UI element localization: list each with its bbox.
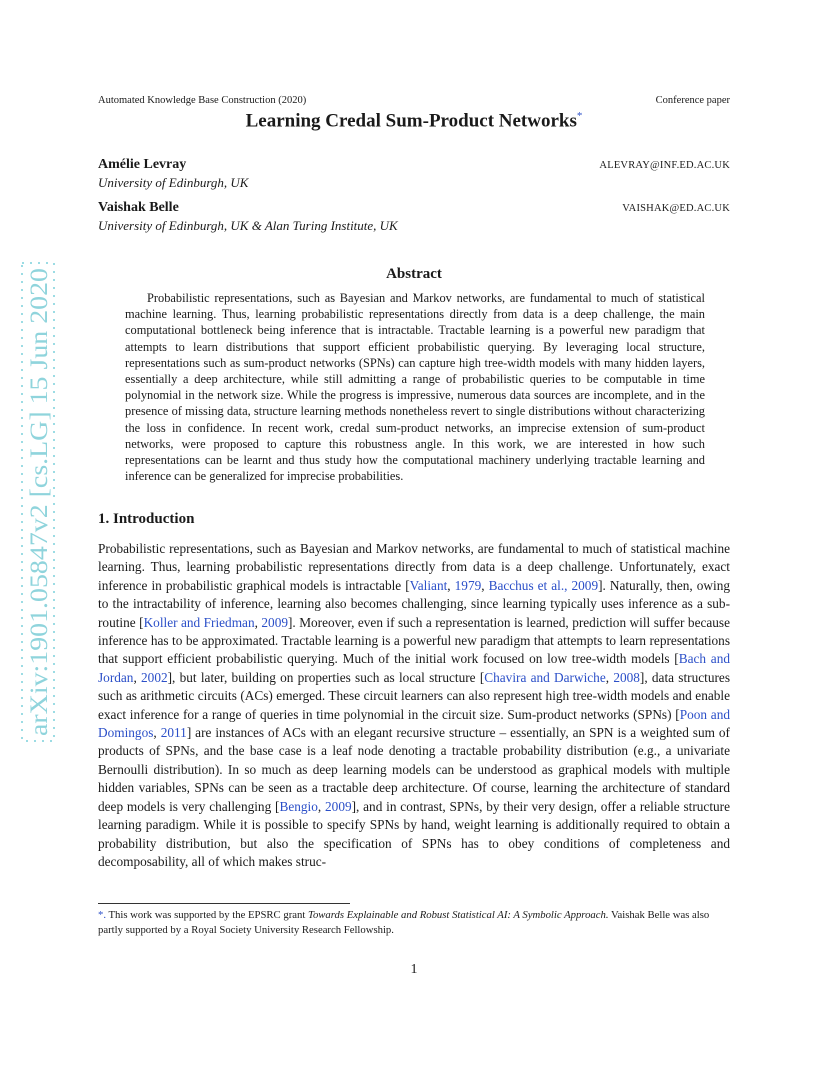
citation-link[interactable]: Bengio bbox=[279, 798, 318, 814]
footnote-text-before: This work was supported by the EPSRC grant bbox=[106, 909, 308, 921]
author-email-1: ALEVRAY@INF.ED.AC.UK bbox=[599, 160, 730, 171]
introduction-text-run: , bbox=[317, 798, 326, 814]
introduction-text-run: , bbox=[133, 669, 142, 685]
introduction-paragraph bbox=[98, 540, 730, 871]
section-heading-introduction: 1. Introduction bbox=[98, 511, 195, 527]
introduction-text-run: ]. Naturally, then, owing to the intractability of inference, learning also becomes challenging, since learning typically uses inference as a sub-routine [ bbox=[98, 577, 731, 630]
running-header-type: Conference paper bbox=[655, 95, 730, 106]
introduction-text-run: , bbox=[605, 669, 614, 685]
introduction-text-run: ], and in contrast, SPNs, by their very design, offer a reliable structure learning paradigm. While it is possible to specify SPNs by hand, weight learning is additionally required to obtain a probability distribution, but also the specification of SPNs has to obey conditions of completeness and decomposability, all of which makes struc- bbox=[98, 798, 730, 869]
footnote bbox=[98, 908, 730, 938]
introduction-text-run: ], data structures such as arithmetic circuits (ACs) emerged. These circuit learners can also represent high tree-width models and enable exact inference for a range of queries in time polynomial in the circuit size. Sum-product networks (SPNs) [ bbox=[98, 669, 730, 722]
arxiv-stamp-text: arXiv:1901.05847v2 [cs.LG] 15 Jun 2020 bbox=[24, 308, 53, 736]
citation-link[interactable]: 2009 bbox=[325, 798, 352, 814]
citation-link[interactable]: Poon and Domingos bbox=[98, 706, 730, 741]
citation-link[interactable]: 2009 bbox=[261, 614, 288, 630]
footnote-marker: *. bbox=[98, 909, 107, 921]
author-name-2: Vaishak Belle bbox=[98, 200, 179, 215]
introduction-text-run: ], but later, building on properties such as local structure [ bbox=[167, 669, 485, 685]
introduction-text-run: , bbox=[254, 614, 262, 630]
citation-link[interactable]: Chavira and Darwiche bbox=[484, 669, 606, 685]
introduction-text-run: , bbox=[153, 725, 161, 741]
abstract-text: Probabilistic representations, such as Bayesian and Markov networks, are fundamental to much of statistical machine learning. Thus, learning probabilistic representations directly from data is a deep challenge, the main computational bottleneck being inference that is intractable. Tractable learning is a powerful new paradigm that attempts to learn distributions that support efficient probabilistic querying. By leveraging local structure, representations such as sum-product networks (SPNs) can capture high tree-width models with many hidden layers, essentially a deep architecture, while still admitting a range of probabilistic queries to be computable in time polynomial in the network size. While the progress is impressive, numerous data sources are incomplete, and in the presence of missing data, structure learning methods nonetheless revert to single distributions without characterizing the loss in confidence. In recent work, credal sum-product networks, an imprecise extension of sum-product networks, were proposed to capture this robustness angle. In this work, we are interested in how such representations can be learnt and thus study how the computational machinery underlying tractable learning and inference can be generalized for imprecise probabilities. bbox=[125, 291, 705, 484]
citation-link[interactable]: 2002 bbox=[141, 669, 168, 685]
citation-link[interactable]: 2011 bbox=[160, 725, 187, 741]
running-header-venue: Automated Knowledge Base Construction (2020) bbox=[98, 95, 307, 106]
citation-link[interactable]: Valiant bbox=[409, 577, 448, 593]
author-name-1: Amélie Levray bbox=[98, 157, 187, 172]
introduction-text-run: ]. Moreover, even if such a representation is learned, prediction will suffer because inference has to be approximated. Tractable learning is a powerful new paradigm that attempts to learn representations that support efficient probabilistic querying. Much of the initial work focused on low tree-width models [ bbox=[98, 614, 730, 667]
citation-link[interactable]: Koller and Friedman bbox=[143, 614, 255, 630]
page-number: 1 bbox=[410, 962, 418, 977]
author-email-2: VAISHAK@ED.AC.UK bbox=[622, 203, 730, 214]
paper-title-text: Learning Credal Sum-Product Networks bbox=[245, 110, 577, 132]
introduction-text-run: ] are instances of ACs with an elegant recursive structure – essentially, an SPN is a weighted sum of products of SPNs, and the base case is a leaf node denoting a tractable probability distribution (e.g., a univariate Bernoulli distribution). In so much as deep learning models can be understood as graphical models with multiple hidden variables, SPNs can be seen as a tractable deep architecture. Of course, learning the architecture of standard deep models is very challenging [ bbox=[98, 725, 730, 814]
citation-link[interactable]: Bach and Jordan bbox=[98, 651, 730, 685]
footnote-text-after: Vaishak Belle was also partly supported by a Royal Society University Research Fellowship. bbox=[98, 909, 710, 936]
introduction-text-run: Probabilistic representations, such as Bayesian and Markov networks, are fundamental to much of statistical machine learning. Thus, learning probabilistic representations directly from data is a deep challenge. Unfortunately, exact inference in probabilistic graphical models is intractable [ bbox=[98, 541, 730, 593]
citation-link[interactable]: 2008 bbox=[613, 669, 640, 685]
introduction-text-run: , bbox=[481, 577, 489, 593]
author-affiliation-2: University of Edinburgh, UK & Alan Turing Institute, UK bbox=[98, 218, 398, 233]
citation-link[interactable]: Bacchus et al., 2009 bbox=[488, 577, 599, 593]
introduction-text-run: , bbox=[447, 577, 455, 593]
citation-link[interactable]: 1979 bbox=[454, 577, 482, 593]
paper-title bbox=[0, 110, 828, 132]
title-footnote-marker[interactable]: * bbox=[576, 110, 583, 122]
author-affiliation-1: University of Edinburgh, UK bbox=[98, 175, 249, 190]
abstract-heading: Abstract bbox=[386, 266, 442, 282]
footnote-grant-title: Towards Explainable and Robust Statistical AI: A Symbolic Approach. bbox=[307, 909, 609, 921]
footnote-rule bbox=[98, 903, 350, 904]
arxiv-stamp-graphic bbox=[21, 262, 55, 742]
arxiv-identifier-stamp[interactable] bbox=[21, 262, 55, 742]
